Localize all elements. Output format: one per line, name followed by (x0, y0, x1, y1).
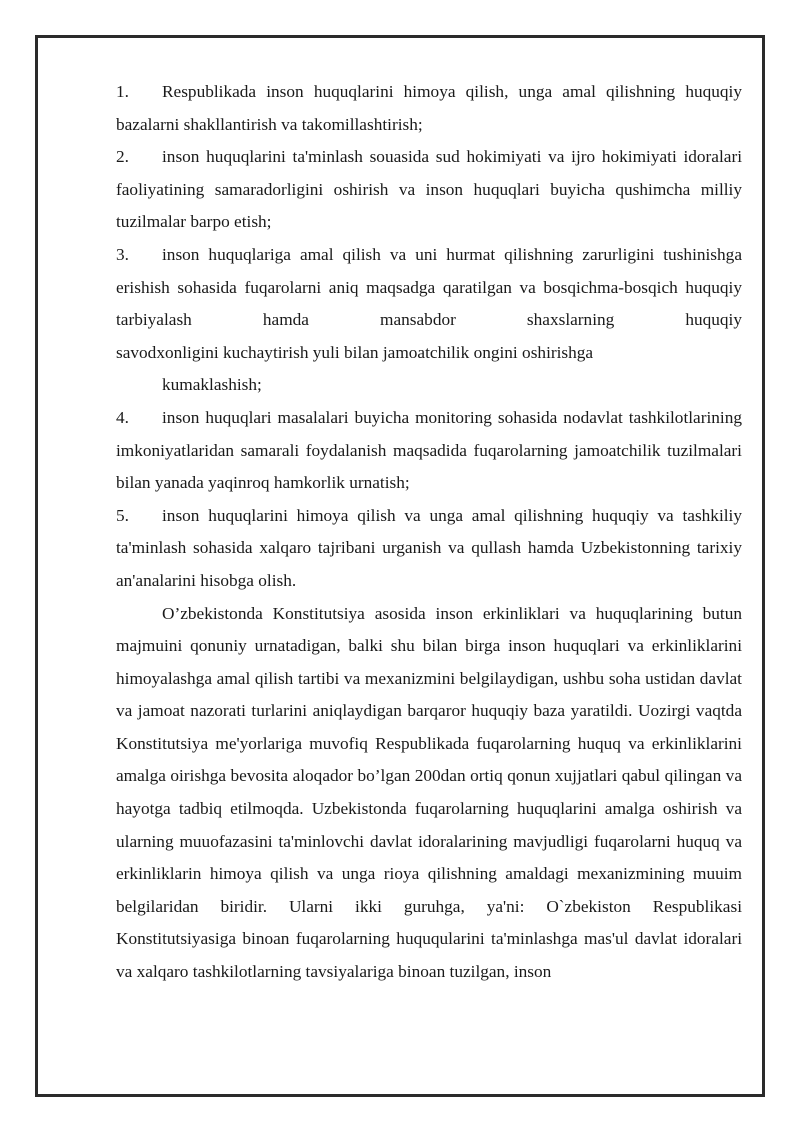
list-item-1 (116, 76, 742, 141)
list-item-text: Respublikada inson huquqlarini himoya qilish, unga amal qilishning huquqiy bazalarni shakllantirish va takomillashtirish; (116, 82, 742, 134)
list-item-2 (116, 141, 742, 239)
list-item-3 (116, 239, 742, 402)
list-item-4 (116, 402, 742, 500)
list-number: 2. (116, 147, 129, 167)
list-item-text: inson huquqlari masalalari buyicha monitoring sohasida nodavlat tashkilotlarining imkoniyatlaridan samarali foydalanish maqsadida fuqarolarning jamoatchilik tuzilmalari bilan yanada yaqinroq hamkorlik urnatish; (116, 407, 742, 493)
list-number: 5. (116, 505, 129, 525)
list-item-text-tail: kumaklashish; (162, 375, 262, 395)
list-item-text: inson huquqlarini ta'minlash souasida sud hokimiyati va ijro hokimiyati idoralari faoliyatining samaradorligini oshirish va inson huquqlari buyicha qushimcha milliy tuzilmalar barpo etish; (116, 147, 742, 232)
list-item-text: inson huquqlariga amal qilish va uni hurmat qilishning zarurligini tushinishga erishish sohasida fuqarolarni aniq maqsadga qaratilgan va bosqichma-bosqich huquqiy tarbiyalash hamda mansabdor shaxslarning huquqiy (116, 244, 742, 330)
list-item-3-main (116, 239, 742, 337)
list-number: 4. (116, 407, 129, 427)
list-item-5 (116, 500, 742, 598)
list-number: 3. (116, 244, 129, 264)
document-body (116, 76, 742, 989)
list-item-text: inson huquqlarini himoya qilish va unga amal qilishning huquqiy va tashkiliy ta'minlash sohasida xalqaro tajribani urganish va qullash hamda Uzbekistonning tarixiy an'analarini hisobga olish. (116, 505, 742, 590)
body-paragraph: O’zbekistonda Konstitutsiya asosida inson erkinliklari va huquqlarining butun majmuini qonuniy urnatadigan, balki shu bilan birga inson huquqlari va erkinliklarini himoyalashga amal qilish tartibi va mexanizmini belgilaydigan, ushbu soha ustidan davlat va jamoat nazorati turlarini aniqlaydigan barqaror huquqiy baza yaratildi. Uozirgi vaqtda Konstitutsiya me'yorlariga muvofiq Respublikada fuqarolarning huquq va erkinliklarini amalga oirishga bevosita aloqador bo’lgan 200dan ortiq qonun xujjatlari qabul qilingan va hayotga tadbiq etilmoqda. Uzbekistonda fuqarolarning huquqlarini amalga oshirish va ularning muuofazasini ta'minlovchi davlat idoralarining mavjudligi fuqarolarni huquq va erkinliklarin himoya qilish va unga rioya qilishning amaldagi mexanizmining muuim belgilaridan biridir. Ularni ikki guruhga, ya'ni: O`zbekiston Respublikasi Konstitutsiyasiga binoan fuqarolarning huquqularini ta'minlashga mas'ul davlat idoralari va xalqaro tashkilotlarning tavsiyalariga binoan tuzilgan, inson (116, 603, 742, 982)
list-item-text-line: savodxonligini kuchaytirish yuli bilan jamoatchilik ongini oshirishga (116, 342, 594, 362)
list-number: 1. (116, 82, 129, 101)
